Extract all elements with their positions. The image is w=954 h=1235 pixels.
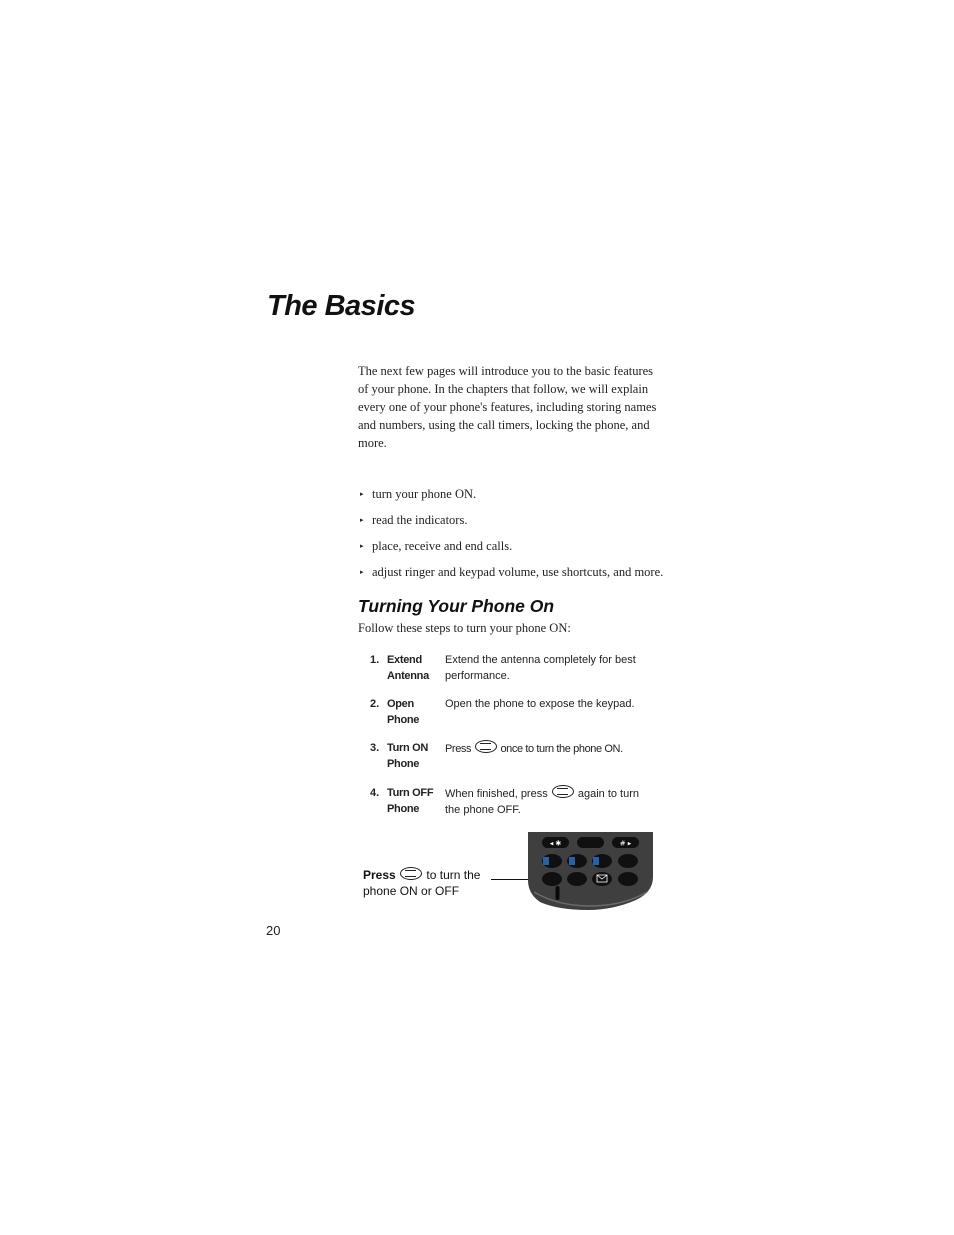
step-label-line: Phone (387, 803, 420, 815)
step-label-line: Extend (387, 654, 422, 666)
bullet-arrow-icon: ▸ (360, 542, 364, 550)
step-desc-after: again to turn the phone OFF. (445, 788, 639, 816)
step-description: Extend the antenna completely for best performance. (445, 654, 636, 682)
function-key (618, 872, 638, 886)
callout-text-line2: phone ON or OFF (363, 884, 460, 898)
keypad-illustration (528, 832, 653, 912)
power-key-icon (475, 740, 497, 753)
section-subtitle: Follow these steps to turn your phone ON: (358, 621, 571, 635)
callout-text: to turn the (426, 868, 481, 882)
hash-key-label: # ▸ (619, 839, 632, 848)
step-label (387, 740, 439, 772)
step-label (387, 785, 439, 817)
step-label (387, 652, 439, 684)
power-callout (363, 867, 493, 899)
list-item-text: adjust ringer and keypad volume, use shortcuts, and more. (372, 565, 664, 579)
list-item-text: place, receive and end calls. (372, 539, 513, 553)
callout-bold: Press (363, 868, 396, 882)
power-key-icon (400, 867, 422, 880)
function-key (618, 854, 638, 868)
list-item-text: read the indicators. (372, 513, 468, 527)
step-label-line: Turn ON (387, 742, 429, 754)
step-label-line: Phone (387, 714, 420, 726)
keypad-slot (556, 886, 560, 900)
bullet-arrow-icon: ▸ (360, 568, 364, 576)
step-desc-before: Press (445, 743, 472, 755)
accent-key-icon (543, 857, 549, 865)
zero-key (577, 837, 604, 848)
step-label (387, 696, 439, 728)
step-number: 3. (370, 742, 380, 754)
list-item (358, 538, 678, 564)
step-description: Open the phone to expose the keypad. (445, 698, 635, 710)
step-number: 2. (370, 698, 380, 710)
function-key (567, 872, 587, 886)
bullet-arrow-icon: ▸ (360, 516, 364, 524)
section-title: Turning Your Phone On (358, 596, 555, 616)
step-description (445, 740, 655, 757)
accent-key-icon (593, 857, 599, 865)
step-desc-after: once to turn the phone ON. (500, 743, 623, 755)
list-item (358, 486, 678, 512)
list-item-text: turn your phone ON. (372, 487, 477, 501)
step-turn-on (370, 740, 660, 780)
step-description (445, 785, 655, 818)
step-number: 1. (370, 654, 380, 666)
bullet-arrow-icon: ▸ (360, 490, 364, 498)
list-item (358, 564, 678, 590)
star-key-label: ◂ ✱ (549, 839, 562, 848)
step-number: 4. (370, 787, 380, 799)
list-item (358, 512, 678, 538)
step-label-line: Phone (387, 758, 420, 770)
intro-paragraph: The next few pages will introduce you to the basic features of your phone. In the chapters that follow, we will explain every one of your phone's features, including storing names and numbers, using the call timers, locking the phone, and more. (358, 364, 657, 450)
page-number: 20 (266, 923, 281, 938)
step-open-phone (370, 696, 660, 736)
step-desc-before: When finished, press (445, 788, 548, 800)
step-label-line: Antenna (387, 670, 429, 682)
step-turn-off (370, 785, 660, 825)
power-key-icon (552, 785, 574, 798)
feature-list (358, 486, 678, 590)
page-title: The Basics (267, 290, 416, 322)
step-label-line: Turn OFF (387, 787, 434, 799)
accent-key-icon (569, 857, 575, 865)
step-label-line: Open (387, 698, 414, 710)
power-key (542, 872, 562, 886)
step-extend-antenna (370, 652, 660, 692)
